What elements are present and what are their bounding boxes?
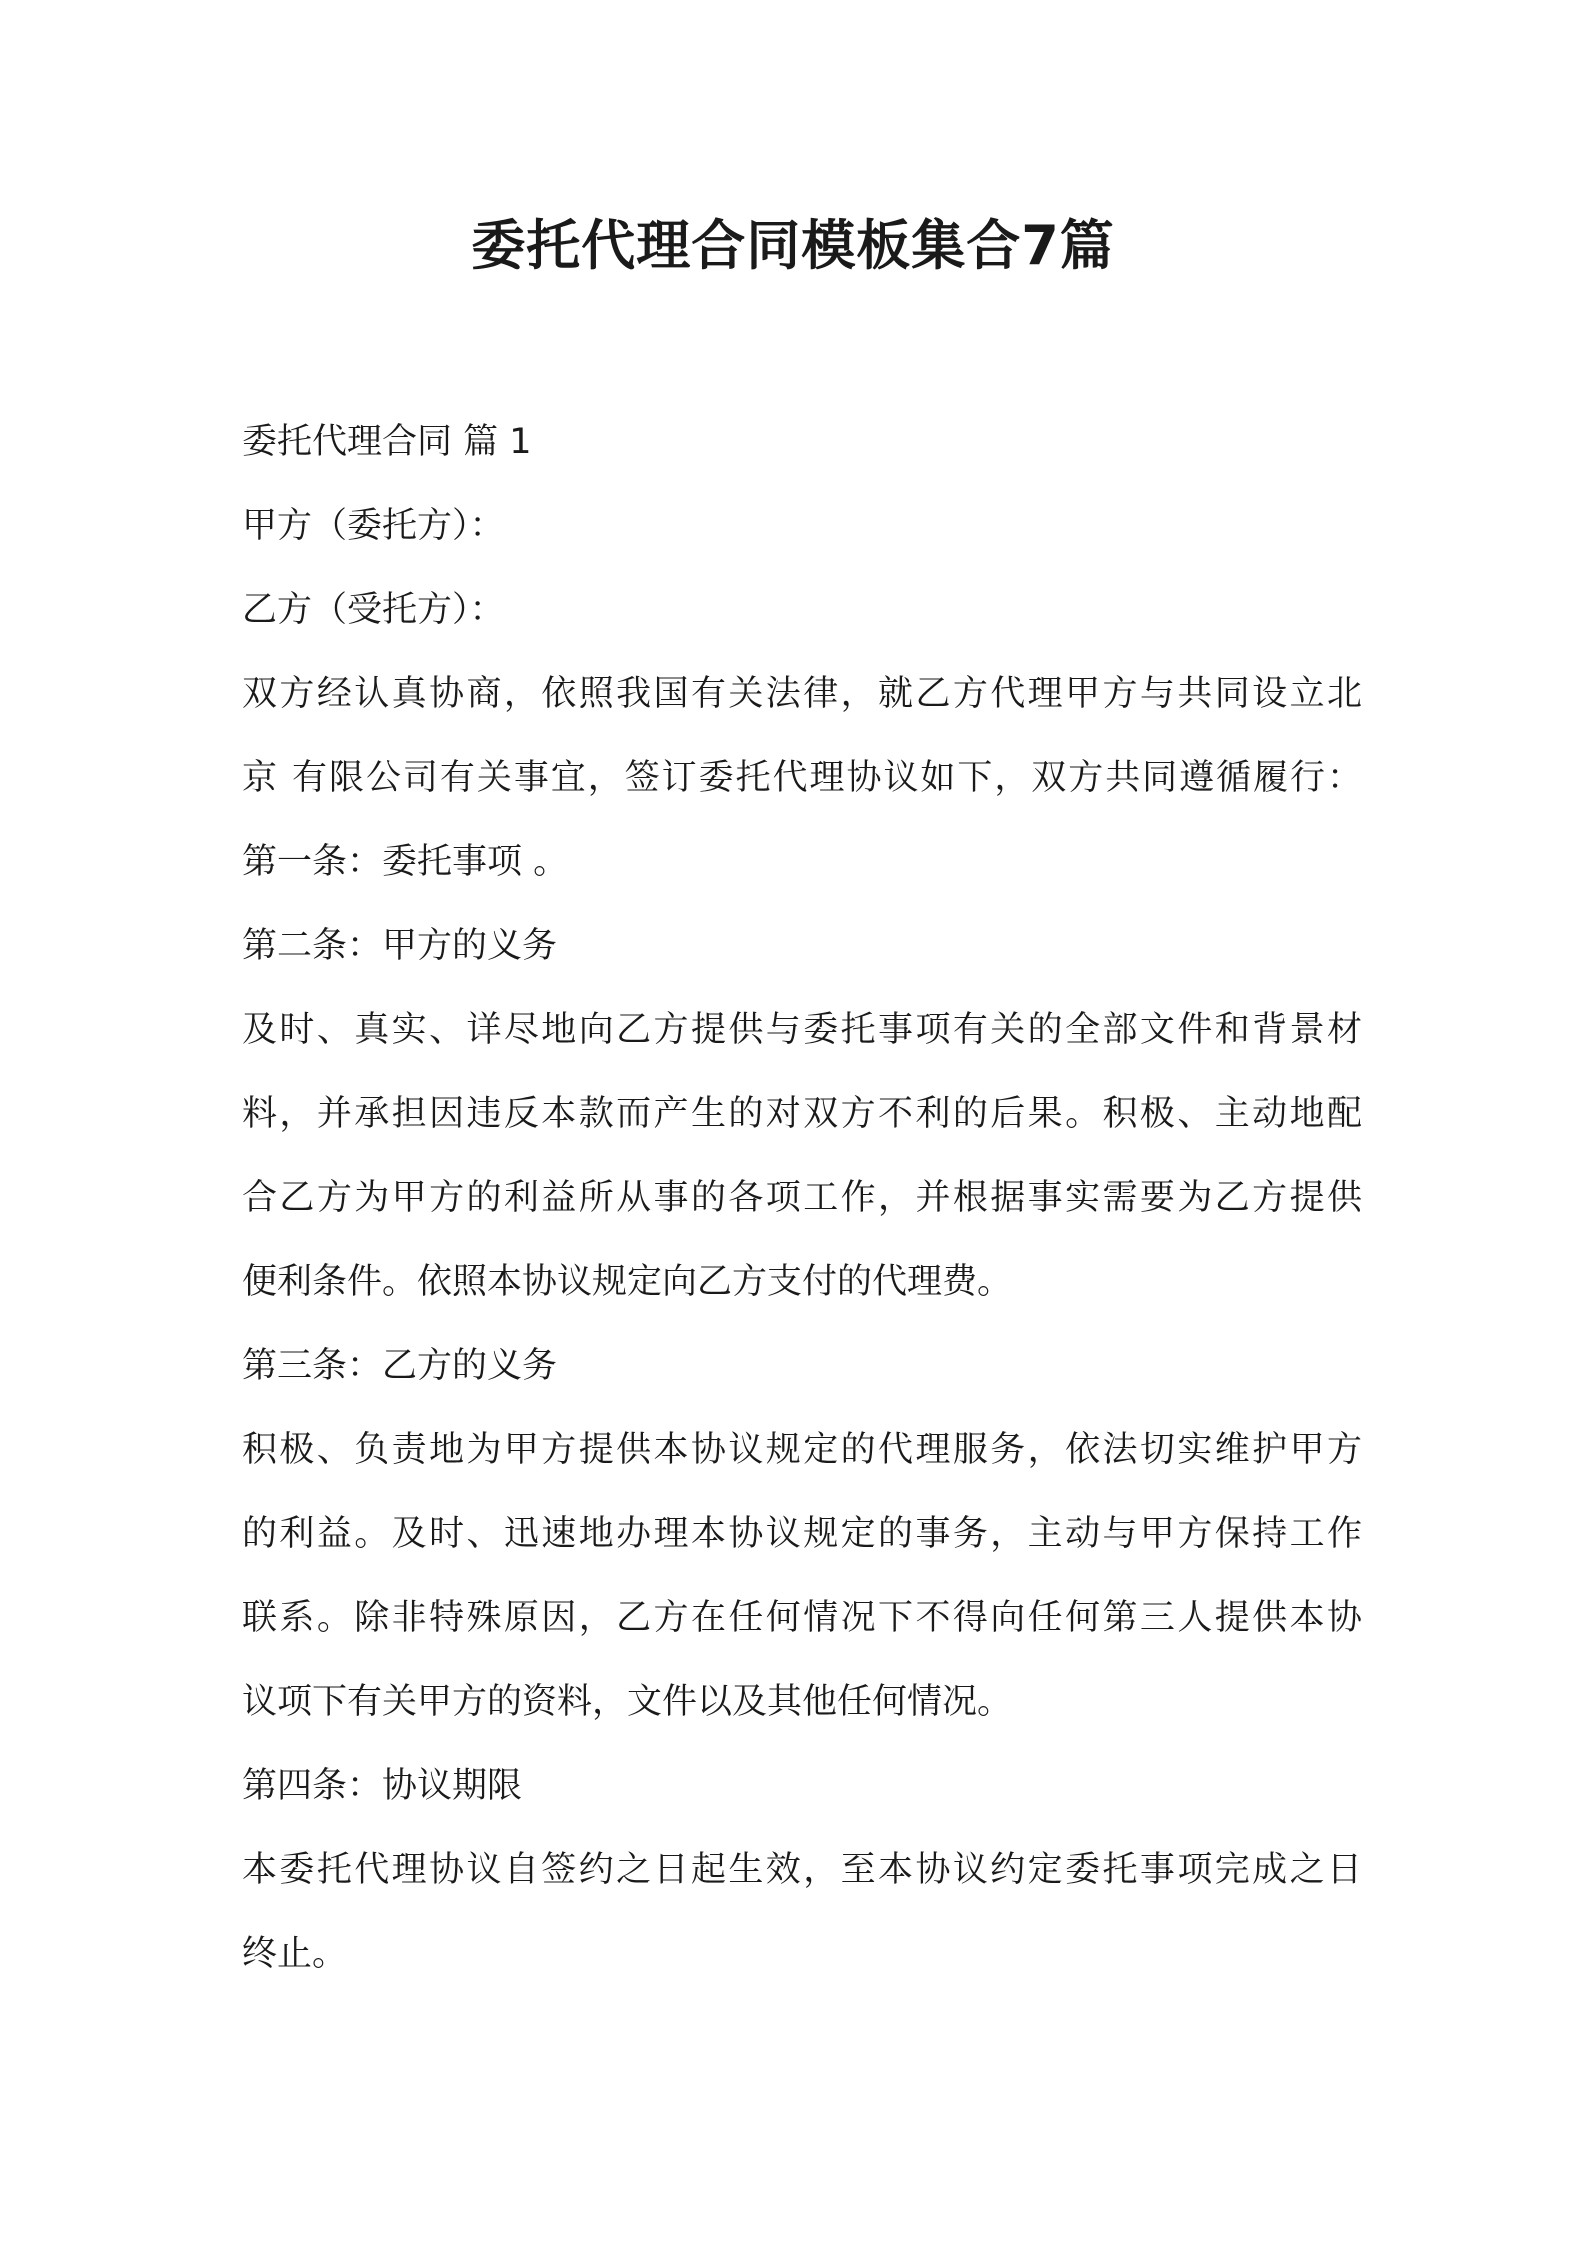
paragraph-line: 双方经认真协商，依照我国有关法律，就乙方代理甲方与共同设立北 — [242, 674, 1362, 714]
paragraph-line: 终止。 — [242, 1934, 348, 1974]
paragraph-line: 料，并承担因违反本款而产生的对双方不利的后果。积极、主动地配 — [242, 1094, 1362, 1134]
paragraph-line: 积极、负责地为甲方提供本协议规定的代理服务，依法切实维护甲方 — [242, 1430, 1362, 1470]
section-heading: 委托代理合同 篇 1 — [242, 422, 532, 462]
paragraph-line: 便利条件。依照本协议规定向乙方支付的代理费。 — [242, 1262, 1013, 1302]
paragraph-line: 的利益。及时、迅速地办理本协议规定的事务，主动与甲方保持工作 — [242, 1514, 1362, 1554]
article-heading: 第四条：协议期限 — [242, 1766, 523, 1806]
article-heading: 第三条：乙方的义务 — [242, 1346, 558, 1386]
paragraph-line: 京 有限公司有关事宜，签订委托代理协议如下，双方共同遵循履行： — [242, 758, 1362, 798]
party-b-line: 乙方（受托方）： — [242, 590, 505, 630]
paragraph-line: 议项下有关甲方的资料，文件以及其他任何情况。 — [242, 1682, 1013, 1722]
article-heading: 第二条：甲方的义务 — [242, 926, 558, 966]
document-title: 委托代理合同模板集合7篇 — [471, 214, 1115, 277]
paragraph-line: 合乙方为甲方的利益所从事的各项工作，并根据事实需要为乙方提供 — [242, 1178, 1362, 1218]
party-a-line: 甲方（委托方）： — [242, 506, 505, 546]
paragraph-line: 联系。除非特殊原因，乙方在任何情况下不得向任何第三人提供本协 — [242, 1598, 1362, 1638]
paragraph-line: 本委托代理协议自签约之日起生效，至本协议约定委托事项完成之日 — [242, 1850, 1362, 1890]
paragraph-line: 及时、真实、详尽地向乙方提供与委托事项有关的全部文件和背景材 — [242, 1010, 1362, 1050]
document-body — [242, 400, 1362, 1996]
article-heading: 第一条：委托事项 。 — [242, 842, 569, 882]
